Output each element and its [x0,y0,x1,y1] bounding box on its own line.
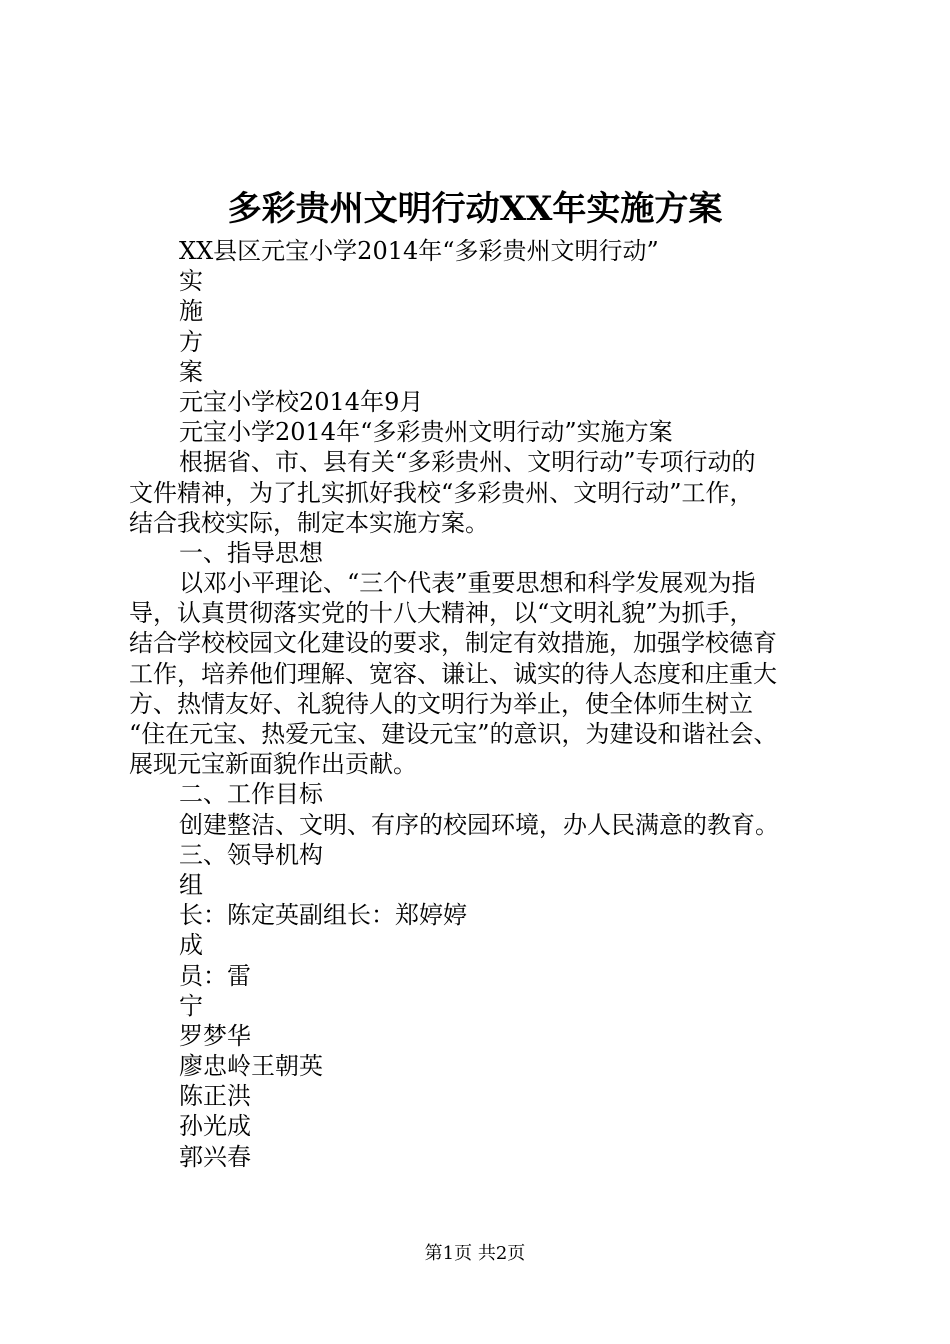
text-line: 元宝小学校2014年9月 [179,387,424,416]
text-line: 施 [179,297,203,326]
document-title: 多彩贵州文明行动XX年实施方案 [227,189,723,229]
text-line: XX县区元宝小学2014年“多彩贵州文明行动” [179,237,659,265]
text-line: 罗梦华 [179,1021,251,1050]
text-line: 宁 [179,991,203,1020]
text-line: 员：雷 [179,961,251,990]
text-line: 成 [179,931,203,960]
text-line: 创建整洁、文明、有序的校园环境，办人民满意的教育。 [179,810,779,839]
text-line: 郭兴春 [179,1142,251,1171]
text-line: 元宝小学2014年“多彩贵州文明行动”实施方案 [179,418,673,447]
text-line: 案 [179,357,203,386]
text-line: 三、领导机构 [179,840,323,869]
text-line: 实 [179,267,203,296]
text-line: 工作，培养他们理解、宽容、谦让、诚实的待人态度和庄重大 [129,659,777,688]
document-body [129,236,849,1172]
text-line: 根据省、市、县有关“多彩贵州、文明行动”专项行动的 [179,448,756,477]
page-footer: 第1页 共2页 [424,1243,526,1264]
text-line: 长：陈定英副组长：郑婷婷 [179,901,467,930]
text-line: 陈正洪 [179,1082,251,1111]
text-line: 展现元宝新面貌作出贡献。 [129,750,417,779]
text-line: 结合我校实际，制定本实施方案。 [129,508,489,537]
text-line: 结合学校校园文化建设的要求，制定有效措施，加强学校德育 [129,629,777,658]
text-line: 一、指导思想 [179,538,323,567]
text-line: 导，认真贯彻落实党的十八大精神，以“文明礼貌”为抓手， [129,599,754,628]
text-line: 方、热情友好、礼貌待人的文明行为举止，使全体师生树立 [129,689,753,718]
text-line: 以邓小平理论、“三个代表”重要思想和科学发展观为指 [179,569,756,598]
text-line: 孙光成 [179,1112,251,1141]
text-line: 方 [179,327,203,356]
text-line: 二、工作目标 [179,780,323,809]
text-line: 廖忠岭王朝英 [179,1052,323,1081]
text-line: “住在元宝、热爱元宝、建设元宝”的意识，为建设和谐社会、 [129,720,778,748]
text-line: 组 [179,870,203,899]
text-line: 文件精神，为了扎实抓好我校“多彩贵州、文明行动”工作， [129,478,754,507]
